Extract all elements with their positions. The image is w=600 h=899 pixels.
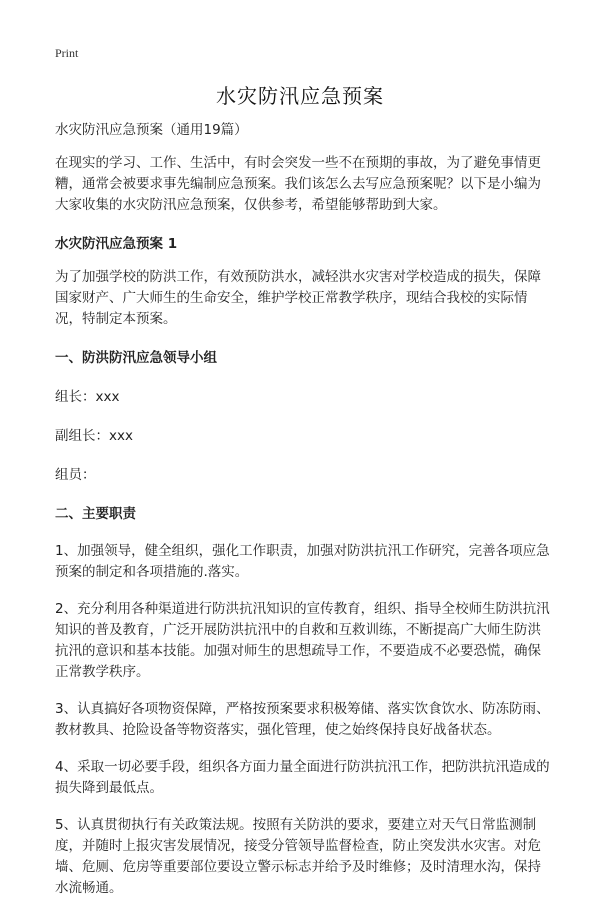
intro-paragraph: 在现实的学习、工作、生活中，有时会突发一些不在预期的事故，为了避免事情更糟，通常会被要求事先编制应急预案。我们该怎么去写应急预案呢？以下是小编为大家收集的水灾防汛应急预案，仅供参考，希望能够帮助到大家。 [55,155,541,213]
heading-leadership-group: 一、防洪防汛应急领导小组 [55,350,217,366]
duty-item: 3、认真搞好各项物资保障，严格按预案要求积极筹储、落实饮食饮水、防冻防雨、教材教具、抢险设备等物资落实，强化管理，使之始终保持良好战备状态。 [55,701,550,738]
leader-line: 组长：xxx [55,389,120,405]
heading-main-duties: 二、主要职责 [55,506,136,522]
section-title: 水灾防汛应急预案 1 [55,236,178,252]
duty-item: 1、加强领导，健全组织，强化工作职责，加强对防洪抗汛工作研究，完善各项应急预案的制定和各项措施的.落实。 [55,543,550,580]
deputy-leader-line: 副组长：xxx [55,428,133,444]
document-body [55,120,552,899]
duty-item: 5、认真贯彻执行有关政策法规。按照有关防洪的要求，要建立对天气日常监测制度，并随时上报灾害发展情况，接受分管领导监督检查，防止突发洪水灾害。对危墙、危厕、危房等重要部位要设立警示标志并给予及时维修；及时清理水沟，保持水流畅通。 [55,817,541,896]
document-subtitle: 水灾防汛应急预案（通用19篇） [55,122,248,138]
page-title: 水灾防汛应急预案 [216,84,384,108]
members-line: 组员： [55,467,96,483]
duty-item: 4、采取一切必要手段，组织各方面力量全面进行防洪抗汛工作，把防洪抗汛造成的损失降到最低点。 [55,759,550,796]
print-link[interactable]: Print [55,46,79,60]
section-intro-paragraph: 为了加强学校的防洪工作，有效预防洪水，减轻洪水灾害对学校造成的损失，保障国家财产、广大师生的生命安全，维护学校正常教学秩序，现结合我校的实际情况，特制定本预案。 [55,269,541,327]
duty-item: 2、充分利用各种渠道进行防洪抗汛知识的宣传教育，组织、指导全校师生防洪抗汛知识的普及教育，广泛开展防洪抗汛中的自救和互救训练，不断提高广大师生防洪抗汛的意识和基本技能。加强对师生的思想疏导工作，不要造成不必要恐慌，确保正常教学秩序。 [55,601,550,680]
